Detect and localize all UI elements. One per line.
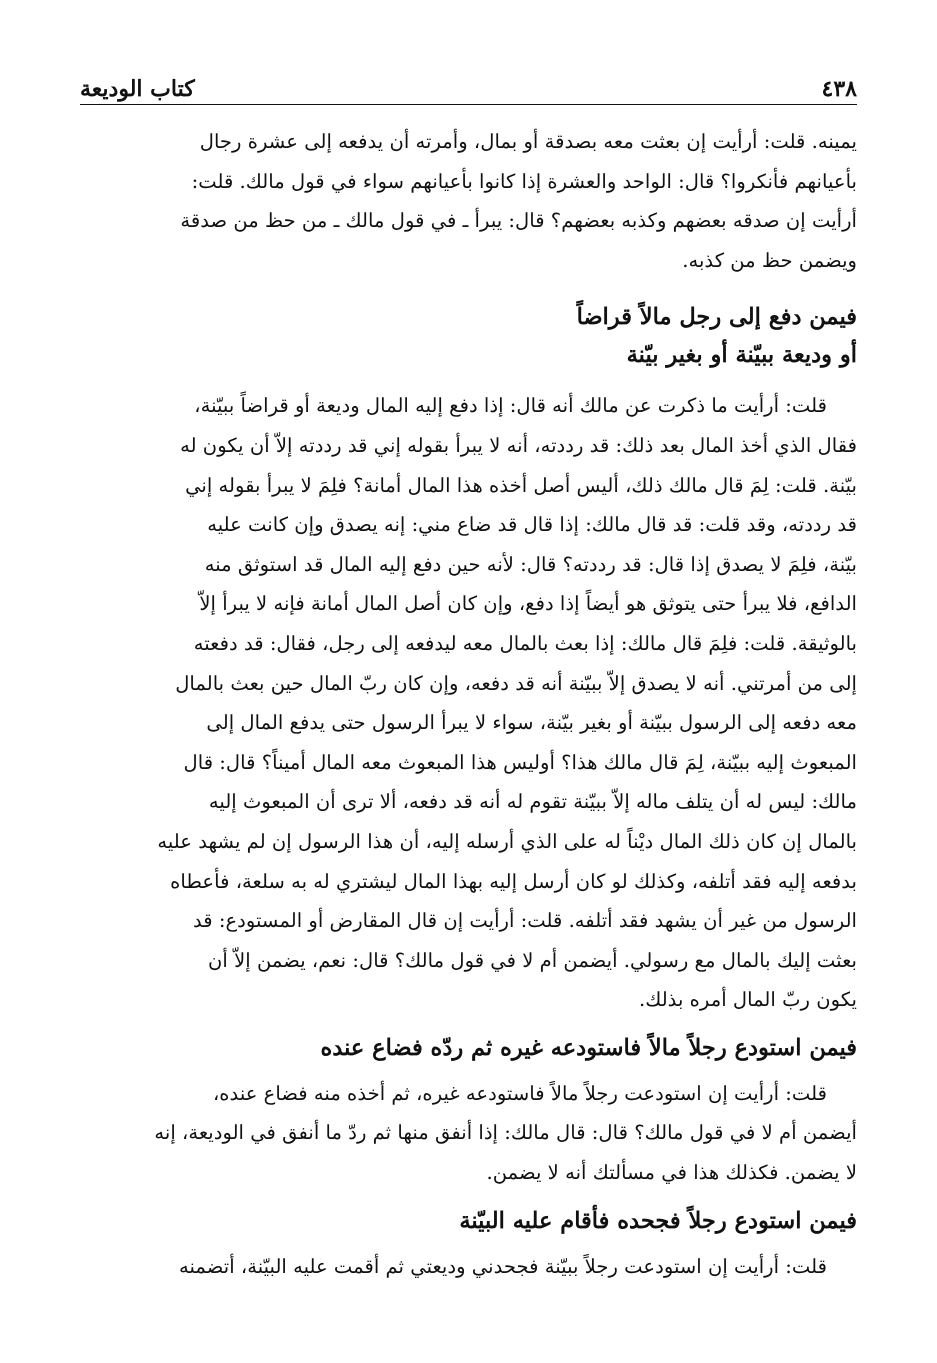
text-line: بالمال إن كان ذلك المال ديْناً له على الذي أرسله إليه، أن هذا الرسول إن لم يشهد عليه [157, 829, 857, 853]
section-heading-3: فيمن استودع رجلاً فجحده فأقام عليه البيّنة [459, 1207, 857, 1234]
book-title: كتاب الوديعة [80, 76, 195, 102]
text-line: الرسول من غير أن يشهد فقد أتلفه. قلت: أرأيت إن قال المقارض أو المستودع: قد [193, 909, 857, 933]
text-line: يمينه. قلت: أرأيت إن بعثت معه بصدقة أو بمال، وأمرته أن يدفعه إلى عشرة رجال [199, 130, 857, 153]
paragraph-4 [80, 1247, 857, 1287]
text-line: بالوثيقة. قلت: فلِمَ قال مالك: إذا بعث بالمال معه ليدفعه إلى رجل، فقال: قد دفعته [193, 631, 857, 655]
text-line: مالك: ليس له أن يتلف ماله إلاّ ببيّنة تقوم له أنه قد دفعه، ألا ترى أن المبعوث إليه [208, 790, 857, 814]
page-body [80, 122, 857, 1286]
heading-line-1: فيمن دفع إلى رجل مالاً قراضاً [576, 304, 857, 331]
text-line: بدفعه إليه فقد أتلفه، وكذلك لو كان أرسل إليه بهذا المال ليشتري له به سلعة، فأعطاه [170, 869, 857, 893]
text-line: فقال الذي أخذ المال بعد ذلك: قد رددته، أنه لا يبرأ بقوله إني قد رددته إلاّ أن يكون له [180, 433, 857, 457]
page-header [80, 68, 857, 104]
text-line: بيّنة، فلِمَ لا يصدق إذا قال: قد رددته؟ قال: لأنه حين دفع إليه المال قد استوثق منه [204, 552, 857, 576]
text-line: قلت: أرأيت إن استودعت رجلاً مالاً فاستودعه غيره، ثم أخذه منه فضاع عنده، [212, 1081, 827, 1105]
paragraph-1 [80, 122, 857, 280]
text-line: قلت: أرأيت إن استودعت رجلاً ببيّنة فجحدني وديعتي ثم أقمت عليه البيّنة، أتضمنه [179, 1254, 827, 1278]
header-divider [80, 104, 857, 105]
text-line: لا يضمن. فكذلك هذا في مسألتك أنه لا يضمن. [486, 1161, 857, 1185]
heading-line-2: أو وديعة ببيّنة أو بغير بيّنة [626, 342, 857, 369]
text-line: معه دفعه إلى الرسول ببيّنة أو بغير بيّنة، سواء لا يبرأ الرسول حتى يدفع المال إلى [206, 711, 857, 735]
text-line: قلت: أرأيت ما ذكرت عن مالك أنه قال: إذا دفع إليه المال وديعة أو قراضاً ببيّنة، [194, 394, 827, 418]
text-line: يكون ربّ المال أمره بذلك. [638, 988, 857, 1012]
text-line: بيّنة. قلت: لِمَ قال مالك ذلك، أليس أصل أخذه هذا المال أمانة؟ فلِمَ لا يبرأ بقوله إني [185, 473, 857, 497]
text-line: أيضمن أم لا في قول مالك؟ قال: قال مالك: إذا أنفق منها ثم ردّ ما أنفق في الوديعة، إنه [154, 1121, 857, 1145]
section-heading-1 [80, 298, 857, 374]
paragraph-2 [80, 386, 857, 1020]
text-line: ويضمن حظ من كذبه. [682, 248, 857, 272]
text-line: إلى من أمرتني. أنه لا يصدق إلاّ ببيّنة أنه قد دفعه، وإن كان ربّ المال حين بعث بالمال [175, 671, 857, 695]
text-line: الدافع، فلا يبرأ حتى يتوثق هو أيضاً إذا دفع، وإن كان أصل المال أمانة فإنه لا يبرأ إلاّ [199, 592, 857, 616]
text-line: قد رددته، وقد قلت: قد قال مالك: إذا قال قد ضاع مني: إنه يصدق وإن كانت عليه [207, 513, 857, 537]
text-line: بأعيانهم فأنكروا؟ قال: الواحد والعشرة إذا كانوا بأعيانهم سواء في قول مالك. قلت: [191, 169, 857, 193]
page-number: ٤٣٨ [821, 76, 857, 102]
section-heading-2: فيمن استودع رجلاً مالاً فاستودعه غيره ثم ردّه فضاع عنده [320, 1034, 857, 1061]
text-line: المبعوث إليه ببيّنة، لِمَ قال مالك هذا؟ أوليس هذا المبعوث معه المال أميناً؟ قال: قال [183, 750, 857, 774]
text-line: أرأيت إن صدقه بعضهم وكذبه بعضهم؟ قال: يبرأ ـ في قول مالك ـ من حظ من صدقة [180, 209, 857, 233]
paragraph-3 [80, 1074, 857, 1193]
text-line: بعثت إليك بالمال مع رسولي. أيضمن أم لا في قول مالك؟ قال: نعم، يضمن إلاّ أن [208, 948, 857, 972]
